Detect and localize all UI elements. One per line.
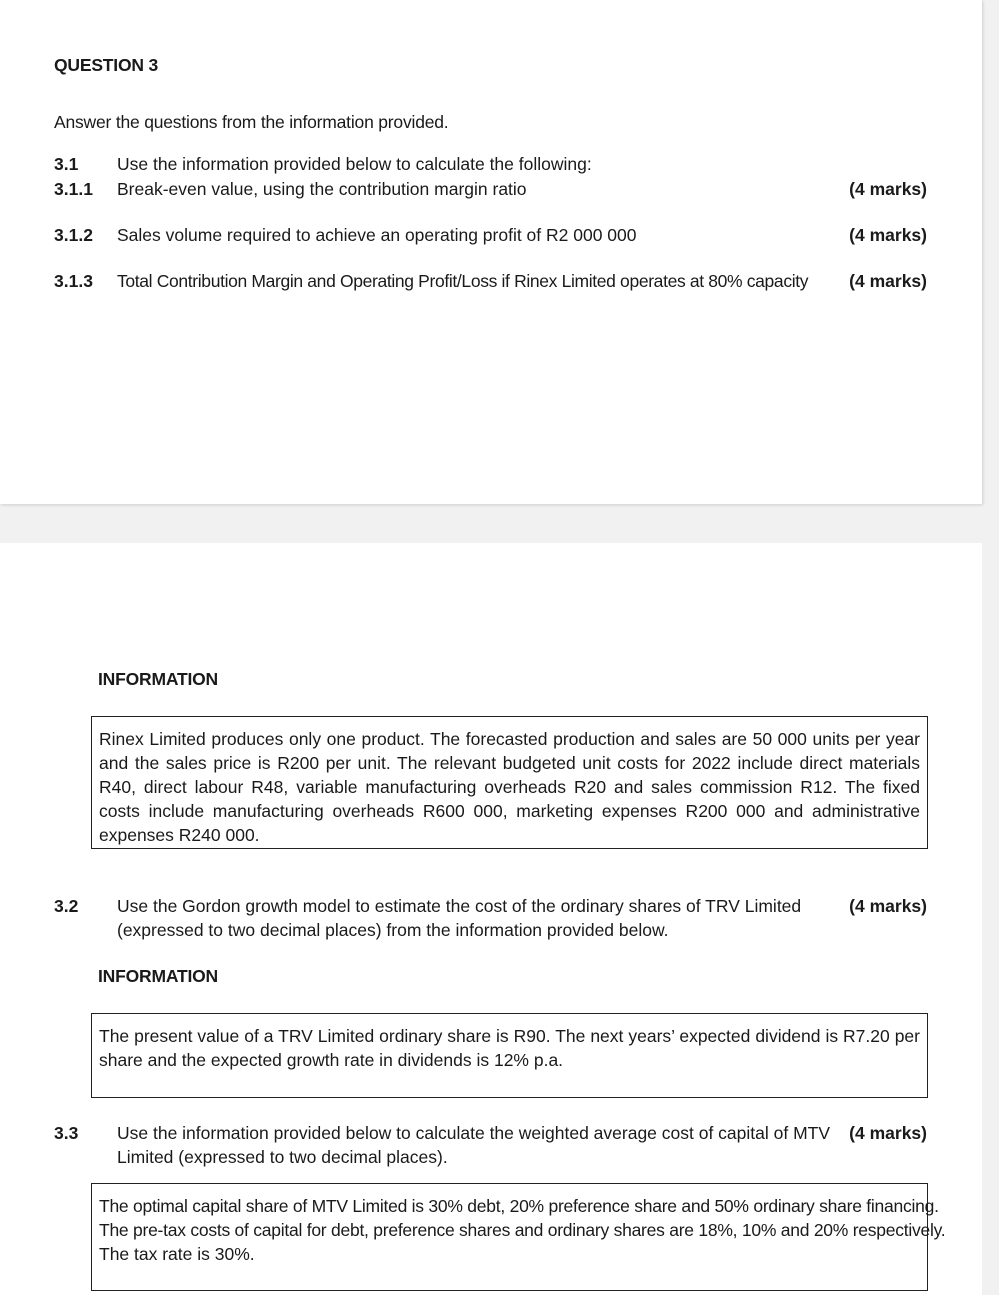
q3-3-number: 3.3 xyxy=(54,1123,79,1143)
q3-2-text-line1: Use the Gordon growth model to estimate the cost of the ordinary shares of TRV Limited xyxy=(117,896,802,916)
q3-3-marks: (4 marks) xyxy=(849,1123,927,1143)
q3-1-3-number: 3.1.3 xyxy=(54,271,93,291)
q3-3-text-line1: Use the information provided below to calculate the weighted average cost of capital of MTV xyxy=(117,1123,831,1143)
q3-2-text-line2: (expressed to two decimal places) from the information provided below. xyxy=(117,920,669,940)
q3-1-number: 3.1 xyxy=(54,154,79,174)
info-box-mtv-line1: The optimal capital share of MTV Limited is 30% debt, 20% preference share and 50% ordinary share financing. xyxy=(99,1196,939,1216)
q3-1-2-marks: (4 marks) xyxy=(849,225,927,245)
q3-1-text: Use the information provided below to calculate the following: xyxy=(117,154,592,174)
q3-1-1-number: 3.1.1 xyxy=(54,179,93,199)
document-page-1 xyxy=(0,0,982,504)
info-box-rinex-text: Rinex Limited produces only one product. The forecasted production and sales are 50 000 units per year and the sales price is R200 per unit. The relevant budgeted unit costs for 2022 include direct materials R40, direct labour R48, variable manufacturing overheads R20 and sales commission R12. The fixed costs include manufacturing overheads R600 000, marketing expenses R200 000 and administrative expenses R240 000. xyxy=(99,729,920,845)
scrollbar-track[interactable] xyxy=(982,0,999,1295)
info-box-rinex xyxy=(91,716,928,849)
q3-1-2-text: Sales volume required to achieve an operating profit of R2 000 000 xyxy=(117,225,637,245)
question-heading: QUESTION 3 xyxy=(54,55,158,75)
q3-1-3-text: Total Contribution Margin and Operating Profit/Loss if Rinex Limited operates at 80% capacity xyxy=(117,271,809,291)
info-heading-1: INFORMATION xyxy=(98,669,218,689)
q3-3-text-line2: Limited (expressed to two decimal places). xyxy=(117,1147,448,1167)
q3-2-number: 3.2 xyxy=(54,896,79,916)
info-box-trv-text: The present value of a TRV Limited ordinary share is R90. The next years’ expected dividend is R7.20 per share and the expected growth rate in dividends is 12% p.a. xyxy=(99,1026,920,1070)
info-box-mtv xyxy=(91,1183,946,1291)
info-box-mtv-line2: The pre-tax costs of capital for debt, preference shares and ordinary shares are 18%, 10% and 20% respectively. xyxy=(99,1220,946,1240)
intro-text: Answer the questions from the information provided. xyxy=(54,112,449,132)
document-page-2 xyxy=(0,543,982,1295)
q3-1-3-marks: (4 marks) xyxy=(849,271,927,291)
info-box-mtv-line3: The tax rate is 30%. xyxy=(99,1244,255,1264)
q3-1-2-number: 3.1.2 xyxy=(54,225,93,245)
q3-2-marks: (4 marks) xyxy=(849,896,927,916)
info-heading-2: INFORMATION xyxy=(98,966,218,986)
q3-1-1-text: Break-even value, using the contribution margin ratio xyxy=(117,179,527,199)
info-box-trv xyxy=(91,1013,928,1098)
q3-1-1-marks: (4 marks) xyxy=(849,179,927,199)
